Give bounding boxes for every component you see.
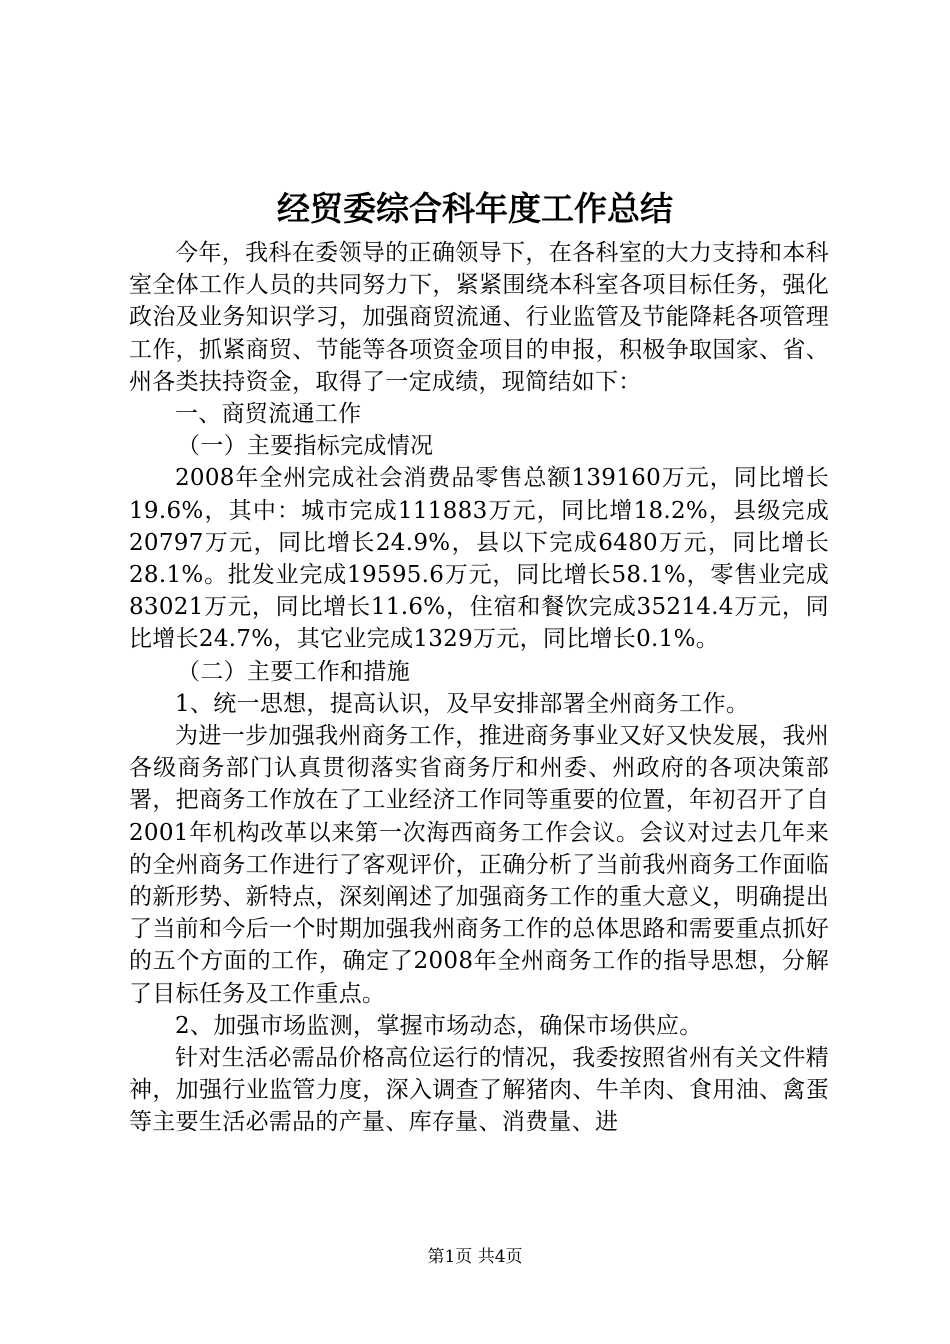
document-body — [129, 237, 829, 1139]
page-footer: 第1页 共4页 — [427, 1247, 523, 1267]
section-heading: 一、商贸流通工作 — [175, 401, 362, 428]
body-paragraph: 针对生活必需品价格高位运行的情况，我委按照省州有关文件精神，加强行业监管力度，深入调查了解猪肉、牛羊肉、食用油、禽蛋等主要生活必需品的产量、库存量、消费量、进 — [129, 1045, 829, 1136]
document-title: 经贸委综合科年度工作总结 — [277, 189, 673, 228]
item-heading: 2、加强市场监测，掌握市场动态，确保市场供应。 — [175, 1012, 703, 1039]
subsection-heading: （一）主要指标完成情况 — [177, 433, 434, 460]
indicators-paragraph: 2008年全州完成社会消费品零售总额139160万元，同比增长19.6%，其中：城市完成111883万元，同比增18.2%，县级完成20797万元，同比增长24.9%，县以下完成6480万元，同比增长28.1%。批发业完成19595.6万元，同比增长58.1%，零售业完成83021万元，同比增长11.6%，住宿和餐饮完成35214.4万元，同比增长24.7%，其它业完成1329万元，同比增长0.1%。 — [129, 465, 829, 653]
subsection-heading: （二）主要工作和措施 — [177, 658, 410, 685]
item-heading: 1、统一思想，提高认识，及早安排部署全州商务工作。 — [175, 690, 750, 717]
body-paragraph: 为进一步加强我州商务工作，推进商务事业又好又快发展，我州各级商务部门认真贯彻落实省商务厅和州委、州政府的各项决策部署，把商务工作放在了工业经济工作同等重要的位置，年初召开了自2001年机构改革以来第一次海西商务工作会议。会议对过去几年来的全州商务工作进行了客观评价，正确分析了当前我州商务工作面临的新形势、新特点，深刻阐述了加强商务工作的重大意义，明确提出了当前和今后一个时期加强我州商务工作的总体思路和需要重点抓好的五个方面的工作，确定了2008年全州商务工作的指导思想，分解了目标任务及工作重点。 — [129, 723, 829, 1007]
intro-paragraph: 今年，我科在委领导的正确领导下，在各科室的大力支持和本科室全体工作人员的共同努力下，紧紧围绕本科室各项目标任务，强化政治及业务知识学习，加强商贸流通、行业监管及节能降耗各项管理工作，抓紧商贸、节能等各项资金项目的申报，积极争取国家、省、州各类扶持资金，取得了一定成绩，现简结如下： — [129, 240, 829, 395]
